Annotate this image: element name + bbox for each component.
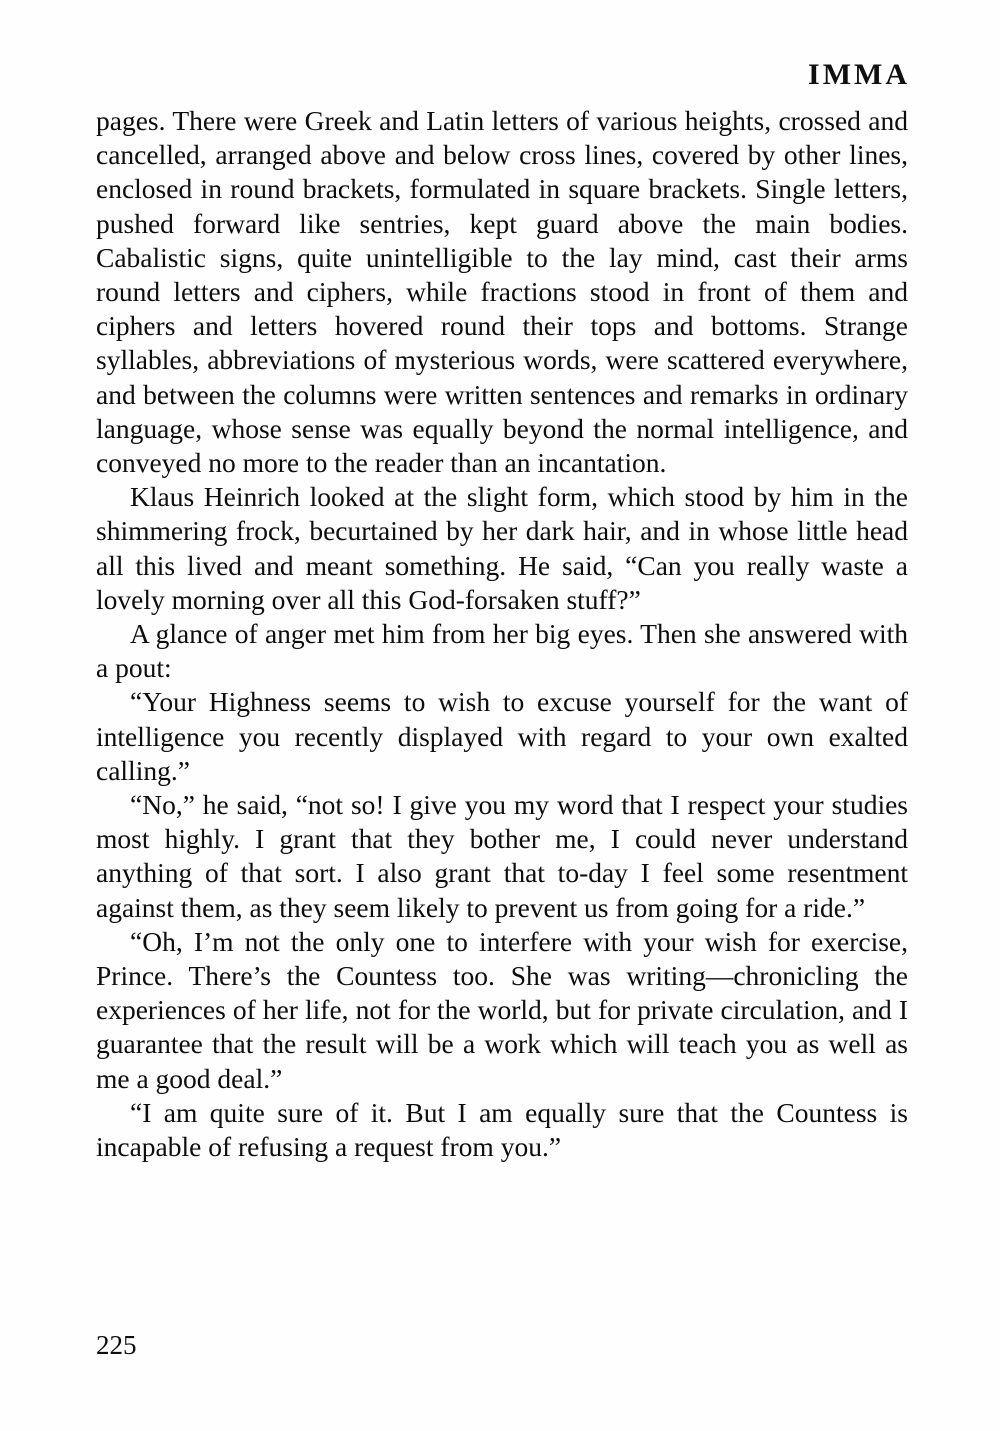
running-head: IMMA: [808, 58, 910, 91]
paragraph: A glance of anger met him from her big eyes. Then she answered with a pout:: [96, 618, 908, 684]
body-text: [96, 104, 908, 1164]
paragraph: “No,” he said, “not so! I give you my word that I respect your studies most highly. I grant that they bother me, I could never understand anything of that sort. I also grant that to-day I feel some resentment against them, as they seem likely to prevent us from going for a ride.”: [96, 789, 908, 923]
paragraph: Klaus Heinrich looked at the slight form, which stood by him in the shimmering frock, becurtained by her dark hair, and in whose little head all this lived and meant something. He said, “Can you really waste a lovely morning over all this God-forsaken stuff?”: [96, 481, 908, 615]
page-number: 225: [96, 1330, 137, 1360]
paragraph: pages. There were Greek and Latin letters of various heights, crossed and cancelled, arranged above and below cross lines, covered by other lines, enclosed in round brackets, formulated in square brackets. Single letters, pushed forward like sentries, kept guard above the main bodies. Cabalistic signs, quite unintelligible to the lay mind, cast their arms round letters and ciphers, while fractions stood in front of them and ciphers and letters hovered round their tops and bottoms. Strange syllables, abbreviations of mysterious words, were scattered everywhere, and between the columns were written sentences and remarks in ordinary language, whose sense was equally beyond the normal intelligence, and conveyed no more to the reader than an incantation.: [96, 105, 908, 479]
paragraph: “Your Highness seems to wish to excuse yourself for the want of intelligence you recently displayed with regard to your own exalted calling.”: [96, 686, 908, 786]
paragraph: “I am quite sure of it. But I am equally sure that the Countess is incapable of refusing a request from you.”: [96, 1096, 908, 1163]
paragraph: “Oh, I’m not the only one to interfere with your wish for exercise, Prince. There’s the Countess too. She was writing—chronicling the experiences of her life, not for the world, but for private circulation, and I guarantee that the result will be a work which will teach you as well as me a good deal.”: [96, 925, 908, 1094]
